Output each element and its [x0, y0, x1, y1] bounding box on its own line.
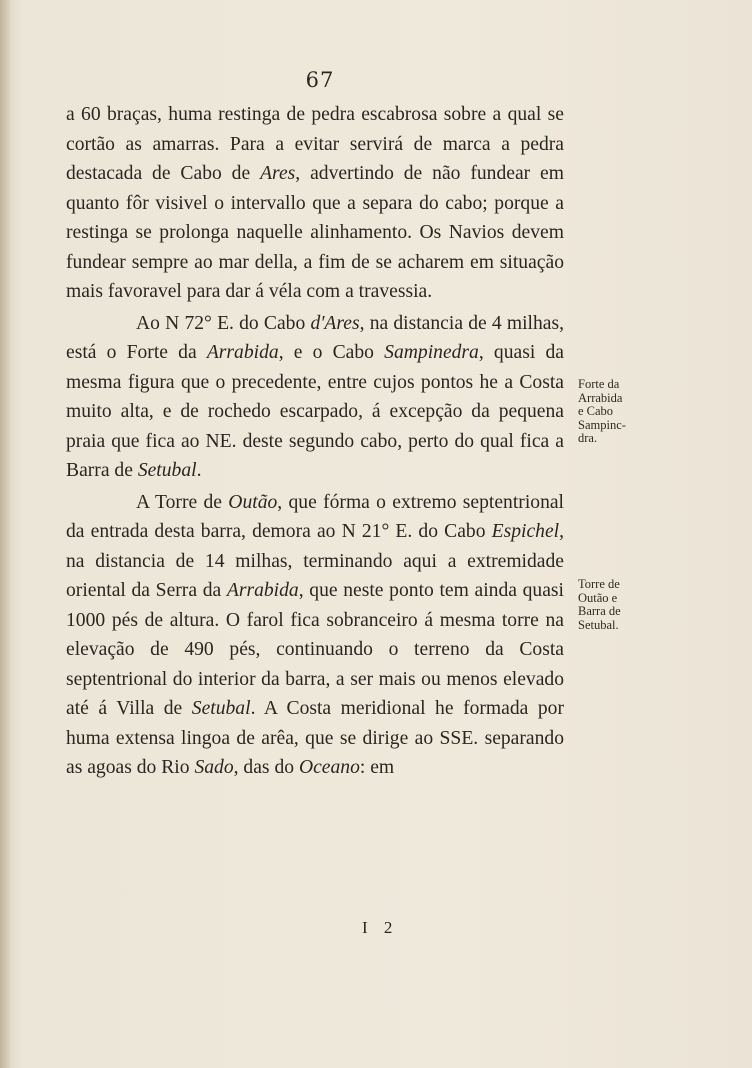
text-run: , na distancia de 4 milhas, está o Forte da: [66, 312, 564, 363]
italic-term: d'Ares: [310, 312, 360, 334]
text-run: : em: [359, 757, 395, 778]
italic-term: Arrabida: [206, 342, 279, 363]
text-run: .: [196, 460, 202, 481]
margin-note-line: Arrabida: [578, 390, 623, 405]
text-run: A Torre de: [136, 491, 229, 513]
printer-signature-mark: I 2: [362, 918, 399, 937]
margin-note-line: Sampinc-: [578, 417, 626, 432]
text-run: Ao N 72° E. do Cabo: [136, 312, 311, 334]
italic-term: Oceano: [298, 757, 360, 778]
page-number: 67: [305, 68, 335, 92]
paragraph: [66, 309, 564, 486]
margin-note-torre-outao: [578, 578, 650, 632]
italic-term: Setubal: [191, 698, 251, 719]
margin-note-line: dra.: [578, 431, 598, 445]
italic-term: Setubal: [137, 460, 197, 481]
text-run: a 60 braças, huma restinga de pedra escabrosa sobre a qual se cortão as amarras. Para a evitar servirá de marca a pedra destacada de Cabo de: [66, 104, 564, 184]
italic-term: Ares: [260, 163, 296, 184]
page-gutter: [0, 0, 10, 1068]
paragraph: [66, 100, 564, 307]
italic-term: Sampinedra: [384, 342, 479, 363]
main-text: [66, 100, 564, 783]
margin-note-line: Outão e: [578, 590, 618, 605]
italic-term: Arrabida: [226, 580, 299, 601]
text-run: , das do: [233, 757, 299, 778]
paragraph: [66, 488, 564, 783]
italic-term: Outão: [228, 491, 278, 513]
margin-note-line: Barra de: [578, 604, 621, 618]
text-run: , que neste ponto tem ainda quasi 1000 pés de altura. O farol fica sobranceiro á mesma torre na elevação de 490 pés, continuando o terreno da Costa septentrional do interior da barra, a ser mais ou menos elevado até á Villa de: [66, 580, 564, 719]
margin-note-line: Torre de: [578, 577, 620, 591]
margin-note-line: e Cabo: [578, 404, 614, 418]
text-run: , quasi da mesma figura que o precedente, entre cujos pontos he a Costa muito alta, e de rochedo escarpado, á excepção da pequena praia que fica ao NE. deste segundo cabo, perto do qual fica a Barra de: [66, 342, 564, 481]
italic-term: Espichel: [491, 521, 560, 542]
margin-note-forte-arrabida: [578, 378, 650, 446]
italic-term: Sado: [194, 757, 234, 778]
text-run: , e o Cabo: [278, 342, 385, 363]
text-run: , advertindo de não fundear em quanto fôr visivel o intervallo que a separa do cabo; porque a restinga se prolonga naquelle alinhamento. Os Navios devem fundear sempre ao mar della, a fim de se acharem em situação mais favoravel para dar á véla com a travessia.: [66, 163, 564, 302]
text-run: , na distancia de 14 milhas, terminando aqui a extremidade oriental da Serra da: [66, 521, 564, 601]
text-run: . A Costa meridional he formada por huma extensa lingoa de arêa, que se dirige ao SSE. separando as agoas do Rio: [66, 698, 564, 778]
text-run: , que fórma o extremo septentrional da entrada desta barra, demora ao N 21° E. do Cabo: [66, 491, 565, 542]
margin-note-line: Setubal.: [578, 617, 619, 632]
margin-note-line: Forte da: [578, 377, 620, 391]
